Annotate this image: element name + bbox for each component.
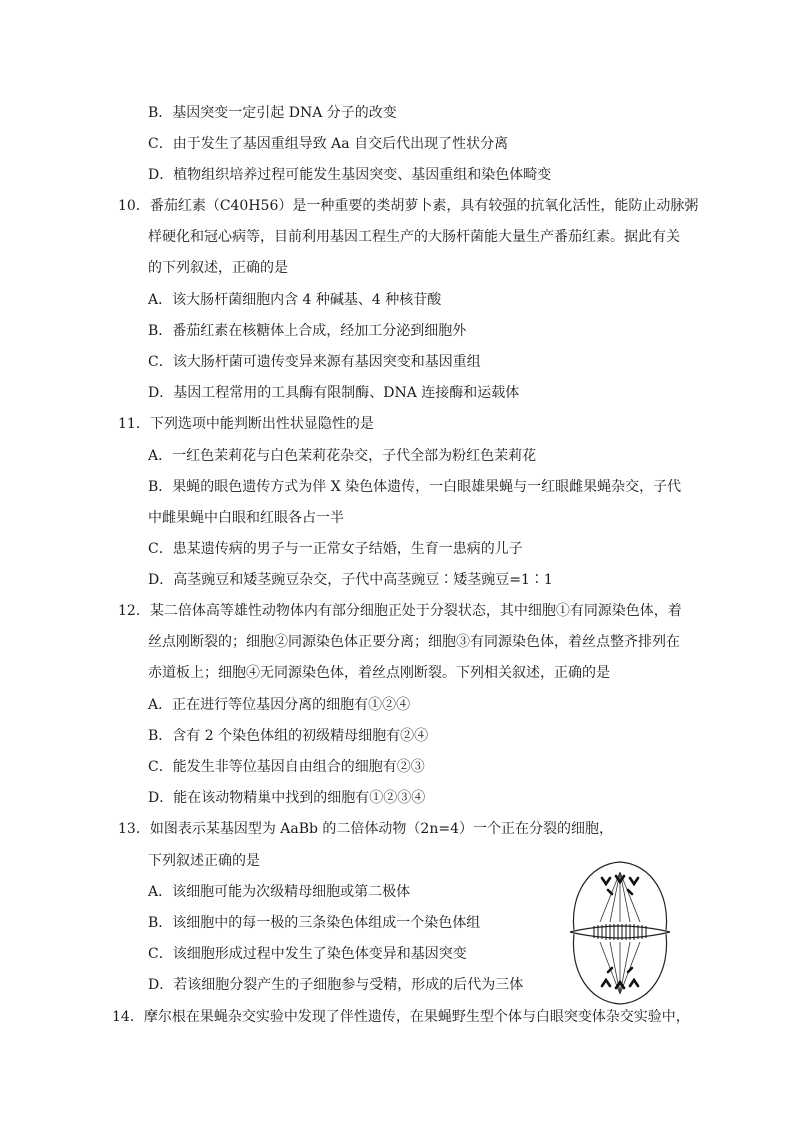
cleavage-furrow-upper xyxy=(570,926,670,932)
q10-stem-line-2: 样硬化和冠心病等，目前利用基因工程生产的大肠杆菌能大量生产番茄红素。据此有关 xyxy=(148,229,680,245)
q11-option-b: B．果蝇的眼色遗传方式为伴 X 染色体遗传，一白眼雄果蝇与一红眼雌果蝇杂交，子代 xyxy=(148,479,682,495)
q11-stem: 11．下列选项中能判断出性状显隐性的是 xyxy=(118,416,374,432)
spindle-fibers-upper xyxy=(600,872,640,922)
dividing-cell-figure xyxy=(566,856,674,1008)
q11-option-c: C．患某遗传病的男子与一正常女子结婚，生育一患病的儿子 xyxy=(148,541,523,557)
q11-option-a: A．一红色茉莉花与白色茉莉花杂交，子代全部为粉红色茉莉花 xyxy=(148,448,537,464)
q12-stem-line-1: 12．某二倍体高等雄性动物体内有部分细胞正处于分裂状态，其中细胞①有同源染色体，着 xyxy=(118,603,682,619)
q13-option-a: A．该细胞可能为次级精母细胞或第二极体 xyxy=(148,884,411,900)
q13-option-c: C．该细胞形成过程中发生了染色体变异和基因突变 xyxy=(148,946,467,962)
q10-option-a: A．该大肠杆菌细胞内含 4 种碱基、4 种核苷酸 xyxy=(148,292,442,308)
q9-option-b: B．基因突变一定引起 DNA 分子的改变 xyxy=(148,105,397,121)
q9-option-c: C．由于发生了基因重组导致 Aa 自交后代出现了性状分离 xyxy=(148,136,509,152)
q11-option-d: D．高茎豌豆和矮茎豌豆杂交，子代中高茎豌豆∶矮茎豌豆=1∶1 xyxy=(148,572,553,588)
q9-option-d: D．植物组织培养过程可能发生基因突变、基因重组和染色体畸变 xyxy=(148,167,552,183)
q14-stem: 14．摩尔根在果蝇杂交实验中发现了伴性遗传，在果蝇野生型个体与白眼突变体杂交实验中， xyxy=(112,1009,690,1025)
q12-option-a: A．正在进行等位基因分离的细胞有①②④ xyxy=(148,697,411,713)
q13-stem-line-1: 13．如图表示某基因型为 AaBb 的二倍体动物（2n=4）一个正在分裂的细胞， xyxy=(118,821,613,837)
cleavage-furrow-lower xyxy=(570,932,670,938)
q12-option-b: B．含有 2 个染色体组的初级精母细胞有②④ xyxy=(148,728,429,744)
q12-stem-line-3: 赤道板上；细胞④无同源染色体，着丝点刚断裂。下列相关叙述，正确的是 xyxy=(148,665,610,681)
q11-option-b-cont: 中雌果蝇中白眼和红眼各占一半 xyxy=(148,510,344,526)
q12-option-c: C．能发生非等位基因自由组合的细胞有②③ xyxy=(148,759,425,775)
q13-stem-line-2: 下列叙述正确的是 xyxy=(148,853,260,869)
q10-stem-line-3: 的下列叙述，正确的是 xyxy=(148,260,288,276)
q10-option-b: B．番茄红素在核糖体上合成，经加工分泌到细胞外 xyxy=(148,323,467,339)
spindle-fibers-lower xyxy=(600,942,640,994)
q12-stem-line-2: 丝点刚断裂的；细胞②同源染色体正要分离；细胞③有同源染色体，着丝点整齐排列在 xyxy=(148,634,680,650)
q13-option-b: B．该细胞中的每一极的三条染色体组成一个染色体组 xyxy=(148,915,481,931)
q12-option-d: D．能在该动物精巢中找到的细胞有①②③④ xyxy=(148,790,426,806)
q10-stem-line-1: 10．番茄红素（C40H56）是一种重要的类胡萝卜素，具有较强的抗氧化活性，能防止动脉粥 xyxy=(118,198,699,214)
q13-option-d: D．若该细胞分裂产生的子细胞参与受精，形成的后代为三体 xyxy=(148,977,524,993)
q10-option-c: C．该大肠杆菌可遗传变异来源有基因突变和基因重组 xyxy=(148,354,481,370)
q10-option-d: D．基因工程常用的工具酶有限制酶、DNA 连接酶和运载体 xyxy=(148,385,520,401)
